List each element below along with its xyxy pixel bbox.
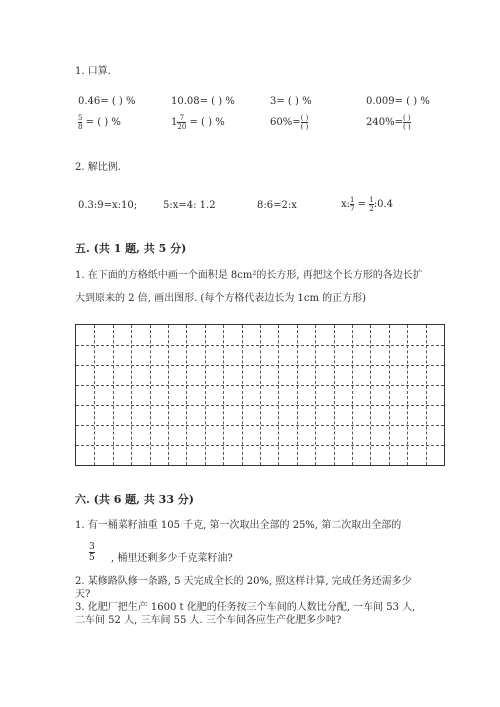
calc-item: 240%= $\frac{( )}{( )}$ — [366, 114, 411, 131]
question-text: , 桶里还剩多少千克菜籽油? — [111, 553, 233, 564]
calc-item: 0.46= ( ) % — [78, 96, 136, 107]
proportion-item: 8:6=2:x — [257, 200, 297, 211]
q2-heading: 2. 解比例. — [75, 162, 121, 173]
question-text: 1. 在下面的方格纸中画一个面积是 8cm²的长方形, 再把这个长方形的各边长扩 — [75, 270, 423, 281]
proportion-item: 0.3:9=x:10; — [78, 200, 138, 211]
calc-item: $\frac{5}{8}$ = ( ) % — [78, 114, 121, 131]
fraction: $\frac{3}{5}$ — [89, 542, 95, 563]
proportion-item: x: $\frac{1}{7}$ = $\frac{1}{2}$ :0.4 — [341, 196, 393, 213]
question-text: 2. 某修路队修一条路, 5 天完成全长的 20%, 照这样计算, 完成任务还需多少 — [75, 576, 412, 587]
calc-item: 3= ( ) % — [270, 96, 312, 107]
question-text: 天? — [75, 589, 91, 600]
question-text: 大到原来的 2 倍, 画出图形. (每个方格代表边长为 1cm 的正方形) — [75, 293, 367, 304]
grid-paper — [75, 324, 445, 466]
question-text: 二车间 52 人, 三车间 55 人. 三个车间各应生产化肥多少吨? — [75, 615, 342, 626]
q1-heading: 1. 口算. — [75, 66, 111, 77]
question-text: 3. 化肥厂把生产 1600 t 化肥的任务按三个车间的人数比分配, 一车间 53 人, — [75, 602, 416, 613]
section-title: 六. (共 6 题, 共 33 分) — [75, 493, 195, 506]
calc-item: 0.009= ( ) % — [366, 96, 430, 107]
section-title: 五. (共 1 题, 共 5 分) — [75, 242, 187, 255]
calc-item: 60%= $\frac{( )}{( )}$ — [270, 114, 309, 131]
question-text: 1. 有一桶菜籽油重 105 千克, 第一次取出全部的 25%, 第二次取出全部的 — [75, 520, 402, 531]
calc-item: 1 $\frac{7}{20}$ = ( ) % — [171, 114, 225, 131]
calc-item: 10.08= ( ) % — [171, 96, 235, 107]
proportion-item: 5:x=4: 1.2 — [163, 200, 216, 211]
